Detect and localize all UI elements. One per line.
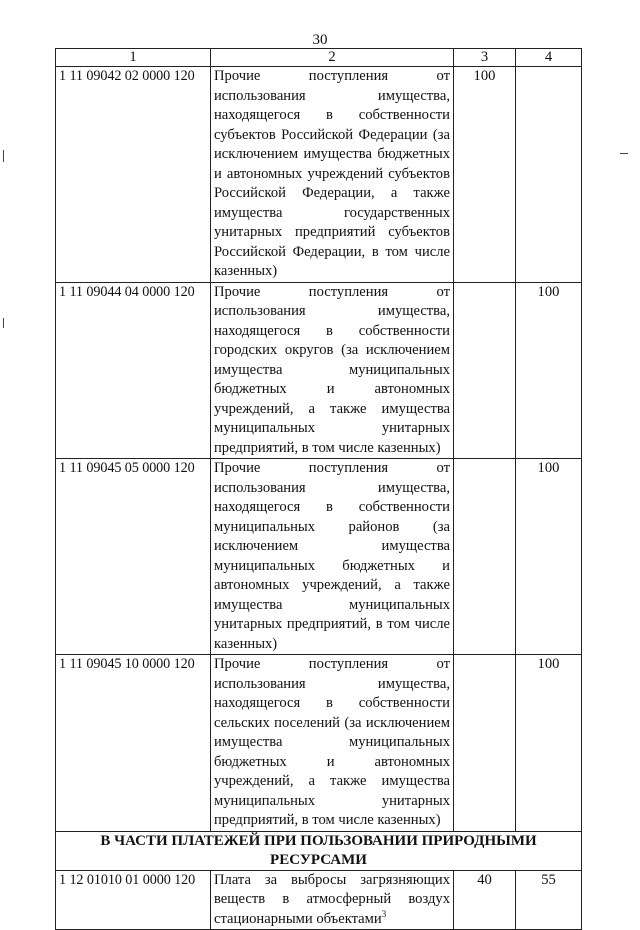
value-col3: 40 xyxy=(454,870,516,930)
budget-code: 1 11 09045 05 0000 120 xyxy=(56,459,211,655)
column-header-3: 3 xyxy=(454,49,516,67)
scan-margin-mark xyxy=(620,153,628,154)
value-col4: 100 xyxy=(516,459,582,655)
income-description xyxy=(211,870,454,930)
value-col4: 55 xyxy=(516,870,582,930)
footnote-marker: 3 xyxy=(381,908,387,919)
table-row xyxy=(56,459,582,655)
scan-margin-mark xyxy=(3,318,4,328)
table-row xyxy=(56,282,582,459)
value-col4: 100 xyxy=(516,282,582,459)
scan-margin-mark xyxy=(3,150,4,162)
column-header-2: 2 xyxy=(211,49,454,67)
budget-code: 1 11 09042 02 0000 120 xyxy=(56,67,211,283)
budget-code: 1 11 09045 10 0000 120 xyxy=(56,655,211,832)
budget-code: 1 12 01010 01 0000 120 xyxy=(56,870,211,930)
value-col4: 100 xyxy=(516,655,582,832)
table-row xyxy=(56,655,582,832)
income-description: Прочие поступления от использования имущества, находящегося в собственности городских округов (за исключением имущества муниципальных бюджетных и автономных учреждений, а также имущества муниципальных унитарных предприятий, в том числе казенных) xyxy=(211,282,454,459)
value-col3: 100 xyxy=(454,67,516,283)
income-description: Прочие поступления от использования имущества, находящегося в собственности муниципальных районов (за исключением имущества муниципальных бюджетных и автономных учреждений, а также имущества муниципальных унитарных предприятий, в том числе казенных) xyxy=(211,459,454,655)
page-number: 30 xyxy=(312,32,328,48)
table-row xyxy=(56,870,582,930)
value-col3 xyxy=(454,459,516,655)
table-row xyxy=(56,67,582,283)
budget-code: 1 11 09044 04 0000 120 xyxy=(56,282,211,459)
revenue-table xyxy=(55,48,582,930)
value-col4 xyxy=(516,67,582,283)
table-header-row xyxy=(56,49,582,67)
column-header-1: 1 xyxy=(56,49,211,67)
income-description: Прочие поступления от использования имущества, находящегося в собственности субъектов Российской Федерации (за исключением имущества бюджетных и автономных учреждений субъектов Российской Федерации, а также имущества государственных унитарных предприятий субъектов Российской Федерации, в том числе казенных) xyxy=(211,67,454,283)
value-col3 xyxy=(454,655,516,832)
column-header-4: 4 xyxy=(516,49,582,67)
income-description: Прочие поступления от использования имущества, находящегося в собственности сельских поселений (за исключением имущества муниципальных бюджетных и автономных учреждений, а также имущества муниципальных унитарных предприятий, в том числе казенных) xyxy=(211,655,454,832)
value-col3 xyxy=(454,282,516,459)
income-description-text: Плата за выбросы загрязняющих веществ в атмосферный воздух стационарными объектами xyxy=(214,871,450,927)
section-row xyxy=(56,831,582,870)
section-title: В ЧАСТИ ПЛАТЕЖЕЙ ПРИ ПОЛЬЗОВАНИИ ПРИРОДНЫМИ РЕСУРСАМИ xyxy=(56,831,582,870)
